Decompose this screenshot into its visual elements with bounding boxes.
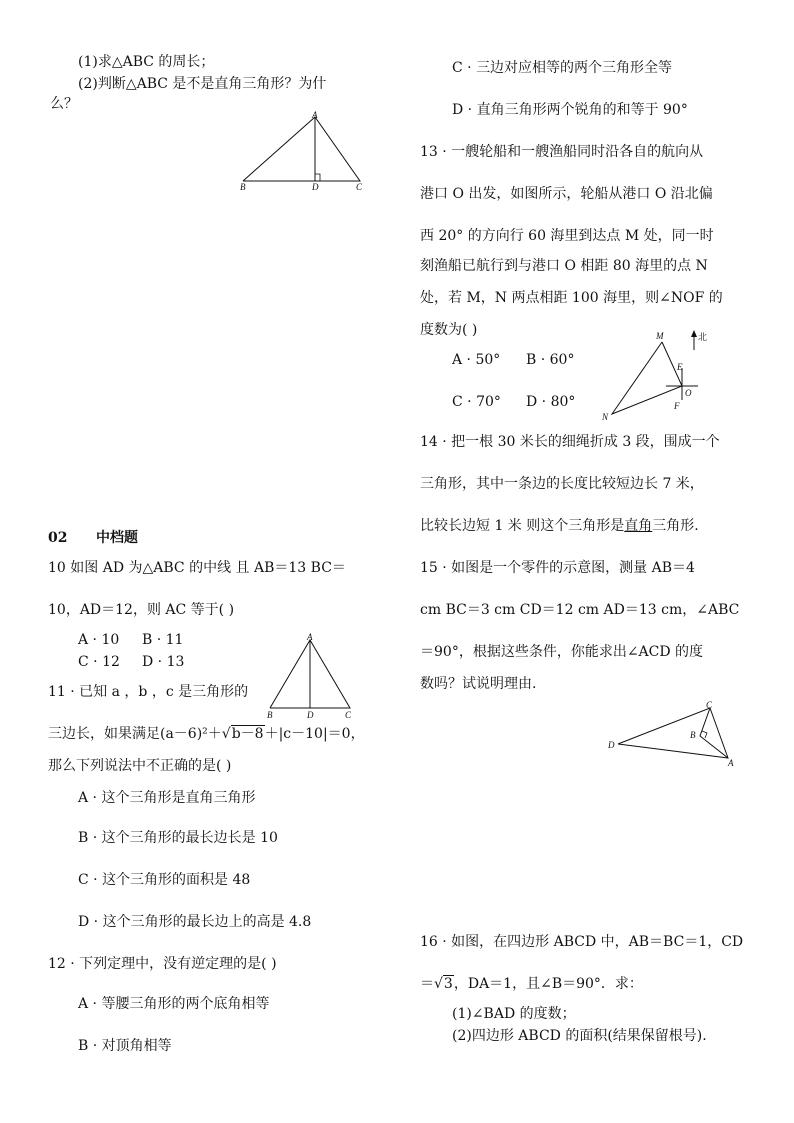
figure-q9-triangle: [238, 110, 368, 195]
fig13-label-e: E: [677, 362, 683, 372]
q10-line2: 10，AD＝12，则 AC 等于( ): [48, 602, 235, 618]
figure-q15-part: [604, 698, 744, 770]
q12-stem: 12 · 下列定理中，没有逆定理的是( ): [48, 956, 277, 972]
q12-option-a: A · 等腰三角形的两个底角相等: [78, 996, 270, 1012]
fig13-label-m: M: [656, 331, 664, 341]
q13-option-b: B · 60°: [526, 352, 575, 368]
q13-line6: 度数为( ): [420, 322, 478, 338]
fig15-label-c: C: [706, 700, 713, 710]
fig13-label-o: O: [685, 388, 692, 398]
q14-answer: 直角: [624, 518, 653, 534]
q14-line3: [420, 516, 699, 536]
fig9-label-c: C: [356, 182, 363, 192]
q10-option-c: C · 12: [78, 654, 120, 670]
q16-line2: [420, 974, 643, 994]
q13-line1: 13 · 一艘轮船和一艘渔船同时沿各自的航向从: [420, 144, 704, 160]
q11-option-d: D · 这个三角形的最长边上的高是 4.8: [78, 914, 312, 930]
q10-line1: 10 如图 AD 为△ABC 的中线 且 AB＝13 BC＝: [48, 560, 346, 576]
fig9-label-d: D: [312, 182, 319, 192]
q9-part2-line1: (2)判断△ABC 是不是直角三角形？为什: [78, 76, 327, 92]
fig13-label-n: N: [602, 412, 609, 422]
q13-option-a: A · 50°: [452, 352, 501, 368]
q16-sqrt-radicand: 3: [443, 976, 453, 992]
q10-option-d: D · 13: [142, 654, 185, 670]
q14-line3-end: 三角形.: [652, 518, 699, 534]
q11-line2: [48, 724, 365, 744]
q15-line4: 数吗？试说明理由.: [420, 676, 537, 692]
section-title: 中档题: [96, 530, 138, 546]
q13-line5: 处，若 M，N 两点相距 100 海里，则∠NOF 的: [420, 290, 723, 306]
fig10-label-a: A: [307, 632, 313, 642]
q12-option-c: C · 三边对应相等的两个三角形全等: [452, 60, 673, 76]
q15-line1: 15 · 如图是一个零件的示意图，测量 AB＝4: [420, 560, 695, 576]
q16-line1: 16 · 如图，在四边形 ABCD 中，AB＝BC＝1，CD: [420, 934, 744, 950]
q14-line1: 14 · 把一根 30 米长的细绳折成 3 段，围成一个: [420, 434, 720, 450]
q16-part2: (2)四边形 ABCD 的面积(结果保留根号).: [452, 1028, 707, 1044]
q16-line2-start: ＝: [420, 976, 434, 992]
q13-line3: 西 20° 的方向行 60 海里到达点 M 处，同一时: [420, 228, 714, 244]
q11-sqrt-radicand: b－8: [231, 726, 264, 742]
q11-line3: 那么下列说法中不正确的是( ): [48, 758, 232, 774]
q12-option-b: B · 对顶角相等: [78, 1038, 172, 1054]
q16-part1: (1)∠BAD 的度数；: [452, 1006, 576, 1022]
q16-line2-end: ，DA＝1，且∠B＝90°．求：: [453, 976, 643, 992]
q11-line2-start: 三边长，如果满足(a－6)²＋: [48, 726, 222, 742]
q13-line4: 刻渔船已航行到与港口 O 相距 80 海里的点 N: [420, 258, 708, 274]
fig9-label-b: B: [240, 182, 246, 192]
figure-q13-navigation: [598, 326, 718, 426]
q10-option-a: A · 10: [78, 632, 120, 648]
fig15-label-a: A: [728, 758, 734, 768]
fig9-label-a: A: [312, 110, 318, 120]
sqrt-sign: √: [434, 976, 443, 992]
sqrt-sign: √: [221, 726, 231, 742]
q11-option-b: B · 这个三角形的最长边长是 10: [78, 830, 278, 846]
fig10-label-c: C: [345, 710, 352, 720]
q9-part2-line2: 么？: [50, 96, 78, 112]
fig10-label-b: B: [267, 710, 273, 720]
q13-option-d: D · 80°: [526, 394, 576, 410]
fig10-label-d: D: [307, 710, 314, 720]
fig15-label-b: B: [690, 730, 696, 740]
fig13-north-label: 北: [698, 333, 708, 343]
q11-option-a: A · 这个三角形是直角三角形: [78, 790, 256, 806]
q15-line3: ＝90°，根据这些条件，你能求出∠ACD 的度: [420, 644, 704, 660]
q11-option-c: C · 这个三角形的面积是 48: [78, 872, 251, 888]
q14-line2: 三角形，其中一条边的长度比较短边长 7 米，: [420, 476, 704, 492]
q10-option-b: B · 11: [142, 632, 184, 648]
q12-option-d: D · 直角三角形两个锐角的和等于 90°: [452, 102, 688, 118]
q13-option-c: C · 70°: [452, 394, 501, 410]
q15-line2: cm BC＝3 cm CD＝12 cm AD＝13 cm，∠ABC: [420, 602, 740, 618]
q9-part1: (1)求△ABC 的周长；: [78, 54, 215, 70]
fig15-label-d: D: [608, 740, 615, 750]
q13-line2: 港口 O 出发，如图所示，轮船从港口 O 沿北偏: [420, 186, 713, 202]
fig13-label-f: F: [674, 401, 680, 411]
q11-line2-end: ＋|c－10|＝0，: [264, 726, 365, 742]
section-number: 02: [48, 530, 68, 546]
q14-line3-start: 比较长边短 1 米 则这个三角形是: [420, 518, 625, 534]
figure-q10-triangle: [262, 630, 362, 722]
q11-line1: 11 · 已知 a ，b ，c 是三角形的: [48, 684, 249, 700]
